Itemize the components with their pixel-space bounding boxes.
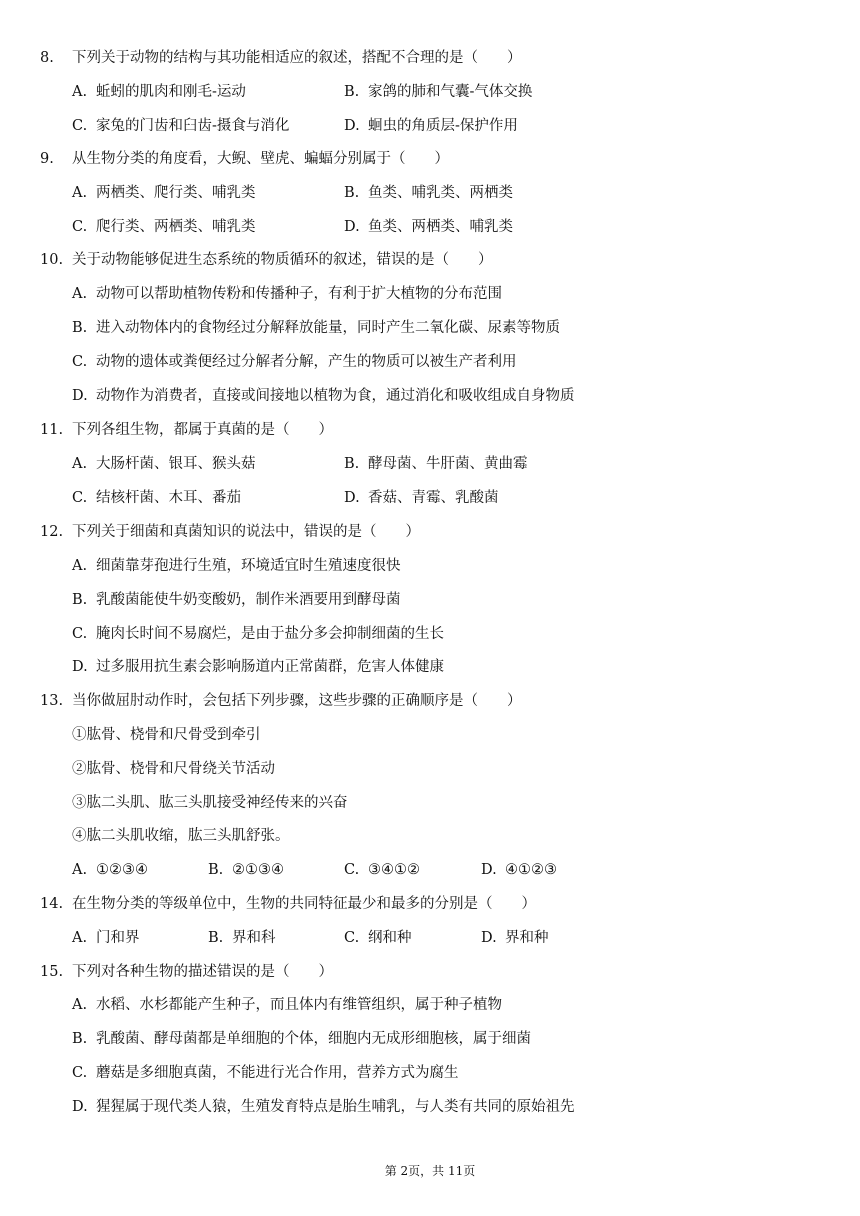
step-2: ②肱骨、桡骨和尺骨绕关节活动	[72, 761, 275, 777]
question-number: 14.	[40, 896, 64, 912]
option-a: A. 大肠杆菌、银耳、猴头菇	[72, 456, 256, 472]
question-14	[40, 894, 536, 914]
option-c: C. 纲和种	[344, 930, 412, 946]
question-15	[40, 962, 333, 982]
option-d: D. 蛔虫的角质层-保护作用	[344, 118, 518, 134]
question-stem: 关于动物能够促进生态系统的物质循环的叙述，错误的是（ ）	[72, 252, 493, 268]
option-d: D. ④①②③	[481, 862, 557, 878]
page-footer: 第 2页，共 11页	[384, 1164, 476, 1178]
question-number: 13.	[40, 693, 64, 709]
option-b: B. ②①③④	[208, 862, 284, 878]
question-stem: 当你做屈肘动作时，会包括下列步骤，这些步骤的正确顺序是（ ）	[72, 693, 522, 709]
question-11	[40, 420, 333, 440]
option-c: C. 爬行类、两栖类、哺乳类	[72, 219, 256, 235]
option-b: B. 乳酸菌能使牛奶变酸奶，制作米酒要用到酵母菌	[72, 592, 401, 608]
option-c: C. 动物的遗体或粪便经过分解者分解，产生的物质可以被生产者利用	[72, 354, 517, 370]
question-stem: 下列关于动物的结构与其功能相适应的叙述，搭配不合理的是（ ）	[72, 50, 522, 66]
option-d: D. 鱼类、两栖类、哺乳类	[344, 219, 513, 235]
option-a: A. 两栖类、爬行类、哺乳类	[72, 185, 256, 201]
option-b: B. 界和科	[208, 930, 276, 946]
option-a: A. 动物可以帮助植物传粉和传播种子，有利于扩大植物的分布范围	[72, 286, 502, 302]
option-d: D. 猩猩属于现代类人猿，生殖发育特点是胎生哺乳，与人类有共同的原始祖先	[72, 1099, 575, 1115]
question-number: 10.	[40, 252, 64, 268]
question-10	[40, 250, 493, 270]
option-d: D. 过多服用抗生素会影响肠道内正常菌群，危害人体健康	[72, 659, 444, 675]
option-a: A. 水稻、水杉都能产生种子，而且体内有维管组织，属于种子植物	[72, 997, 502, 1013]
step-3: ③肱二头肌、肱三头肌接受神经传来的兴奋	[72, 795, 348, 811]
question-stem: 下列各组生物，都属于真菌的是（ ）	[72, 422, 333, 438]
question-13	[40, 691, 522, 711]
question-8	[40, 48, 522, 68]
option-c: C. 结核杆菌、木耳、番茄	[72, 490, 241, 506]
option-b: B. 酵母菌、牛肝菌、黄曲霉	[344, 456, 528, 472]
step-4: ④肱二头肌收缩，肱三头肌舒张。	[72, 828, 290, 844]
option-c: C. 蘑菇是多细胞真菌，不能进行光合作用，营养方式为腐生	[72, 1065, 459, 1081]
question-number: 12.	[40, 524, 64, 540]
step-1: ①肱骨、桡骨和尺骨受到牵引	[72, 727, 261, 743]
question-stem: 下列对各种生物的描述错误的是（ ）	[72, 964, 333, 980]
option-d: D. 动物作为消费者，直接或间接地以植物为食，通过消化和吸收组成自身物质	[72, 388, 575, 404]
option-a: A. ①②③④	[72, 862, 148, 878]
option-d: D. 香菇、青霉、乳酸菌	[344, 490, 499, 506]
question-number: 11.	[40, 422, 64, 438]
question-stem: 在生物分类的等级单位中，生物的共同特征最少和最多的分别是（ ）	[72, 896, 536, 912]
option-a: A. 蚯蚓的肌肉和刚毛-运动	[72, 84, 246, 100]
option-c: C. 家兔的门齿和臼齿-摄食与消化	[72, 118, 290, 134]
option-c: C. 腌肉长时间不易腐烂，是由于盐分多会抑制细菌的生长	[72, 626, 444, 642]
option-b: B. 进入动物体内的食物经过分解释放能量，同时产生二氧化碳、尿素等物质	[72, 320, 560, 336]
question-12	[40, 522, 420, 542]
question-number: 8.	[40, 50, 54, 66]
option-b: B. 鱼类、哺乳类、两栖类	[344, 185, 513, 201]
option-c: C. ③④①②	[344, 862, 420, 878]
question-stem: 下列关于细菌和真菌知识的说法中，错误的是（ ）	[72, 524, 420, 540]
option-d: D. 界和种	[481, 930, 549, 946]
option-b: B. 家鸽的肺和气囊-气体交换	[344, 84, 533, 100]
question-9	[40, 149, 449, 169]
question-number: 9.	[40, 151, 54, 167]
question-number: 15.	[40, 964, 64, 980]
option-a: A. 门和界	[72, 930, 140, 946]
question-stem: 从生物分类的角度看，大鲵、壁虎、蝙蝠分别属于（ ）	[72, 151, 449, 167]
option-a: A. 细菌靠芽孢进行生殖，环境适宜时生殖速度很快	[72, 558, 401, 574]
option-b: B. 乳酸菌、酵母菌都是单细胞的个体，细胞内无成形细胞核，属于细菌	[72, 1031, 531, 1047]
